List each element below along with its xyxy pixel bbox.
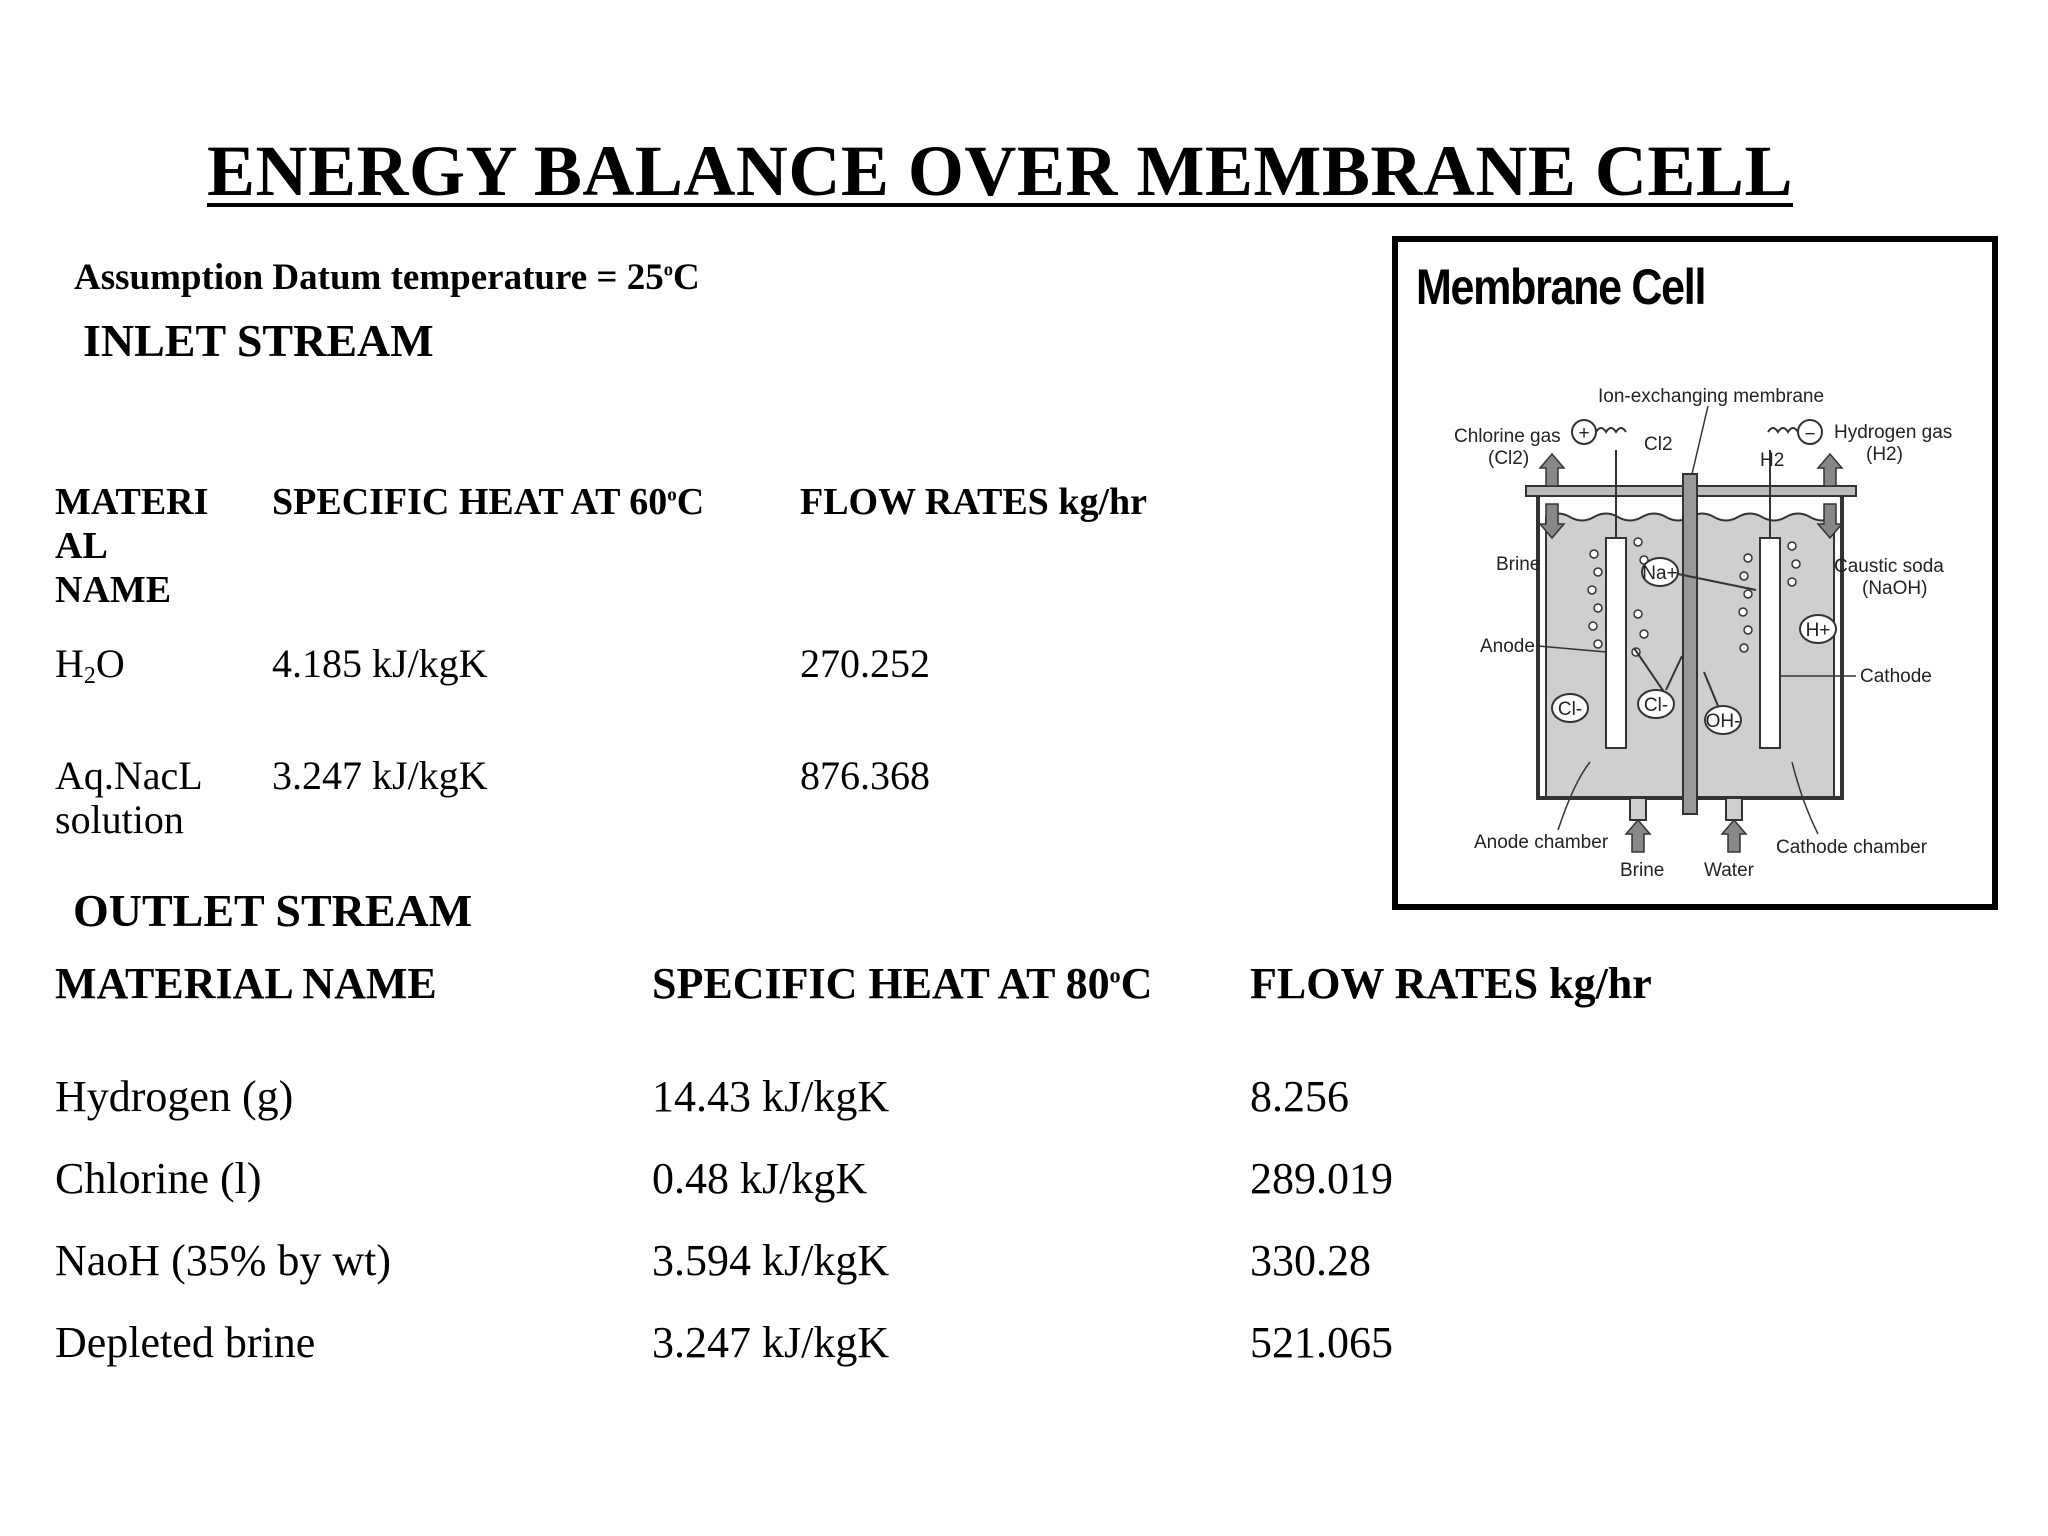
outlet-row-3-specific-heat: 3.594 kJ/kgK	[652, 1236, 890, 1285]
inlet-row-2-flow: 876.368	[800, 753, 930, 798]
h-ion-label: H+	[1805, 620, 1831, 641]
membrane	[1683, 474, 1697, 814]
anode-coil	[1596, 428, 1626, 432]
page-title: ENERGY BALANCE OVER MEMBRANE CELL	[207, 131, 1793, 211]
h2-label: H2	[1760, 450, 1785, 471]
outlet-row-3-material: NaoH (35% by wt)	[55, 1236, 392, 1285]
hydrogen-formula-label: (H2)	[1866, 444, 1903, 465]
outlet-header-specific-heat: SPECIFIC HEAT AT 80$^o$C	[652, 959, 1153, 1008]
plus-sign: +	[1578, 423, 1590, 444]
figure-title: Membrane Cell	[1416, 259, 1706, 315]
cathode-chamber-label: Cathode chamber	[1776, 837, 1928, 858]
inlet-header-specific-heat: SPECIFIC HEAT AT 60$^o$C	[272, 481, 705, 523]
water-in-arrow	[1722, 820, 1746, 852]
caustic-formula-label: (NaOH)	[1862, 578, 1928, 599]
inlet-row-2-specific-heat: 3.247 kJ/kgK	[272, 753, 488, 798]
chlorine-gas-arrow	[1540, 454, 1564, 486]
assumption-text: Assumption Datum temperature = $25^oC$	[74, 257, 700, 298]
outlet-row-1-specific-heat: 14.43 kJ/kgK	[652, 1072, 890, 1121]
outlet-header-flow: FLOW RATES kg/hr	[1250, 959, 1652, 1008]
oh-ion-label: OH-	[1705, 711, 1741, 732]
outlet-row-4-material: Depleted brine	[55, 1318, 316, 1367]
brine-out-label: Brine	[1496, 554, 1541, 575]
outlet-stream-heading: OUTLET STREAM	[73, 885, 473, 936]
outlet-row-1-flow: 8.256	[1250, 1072, 1349, 1121]
hydrogen-gas-arrow	[1818, 454, 1842, 486]
inlet-row-2-material: Aq.NacL solution	[55, 753, 202, 842]
water-in-label: Water	[1704, 860, 1754, 881]
cathode-coil	[1768, 428, 1798, 432]
outlet-row-4-flow: 521.065	[1250, 1318, 1393, 1367]
inlet-header-material: MATERI AL NAME	[55, 481, 209, 611]
anode-electrode	[1606, 538, 1626, 748]
brine-in-arrow	[1626, 820, 1650, 852]
outlet-header-material: MATERIAL NAME	[55, 959, 437, 1008]
cl2-label: Cl2	[1644, 434, 1673, 455]
outlet-row-4-specific-heat: 3.247 kJ/kgK	[652, 1318, 890, 1367]
membrane-leader	[1692, 406, 1708, 474]
brine-inlet-pipe	[1630, 798, 1646, 820]
chlorine-gas-label: Chlorine gas	[1454, 426, 1561, 447]
outlet-row-2-specific-heat: 0.48 kJ/kgK	[652, 1154, 868, 1203]
water-inlet-pipe	[1726, 798, 1742, 820]
cathode-electrode	[1760, 538, 1780, 748]
membrane-cell-figure	[1392, 236, 1998, 910]
cl-ion-2-label: Cl-	[1643, 695, 1669, 716]
hydrogen-gas-label: Hydrogen gas	[1834, 422, 1953, 443]
caustic-label: Caustic soda	[1834, 556, 1944, 577]
outlet-row-3-flow: 330.28	[1250, 1236, 1371, 1285]
chlorine-formula-label: (Cl2)	[1488, 448, 1530, 469]
anode-label: Anode	[1480, 636, 1535, 657]
cl-ion-1-label: Cl-	[1557, 699, 1583, 720]
outlet-row-2-material: Chlorine (l)	[55, 1154, 262, 1203]
cathode-label: Cathode	[1860, 666, 1932, 687]
membrane-cell-diagram	[1398, 242, 1992, 904]
inlet-row-1-flow: 270.252	[800, 641, 930, 686]
minus-sign: −	[1804, 424, 1816, 445]
brine-in-label: Brine	[1620, 860, 1665, 881]
inlet-row-1-material: $H_2O$	[55, 641, 125, 689]
membrane-label: Ion-exchanging membrane	[1598, 386, 1825, 407]
anode-chamber-label: Anode chamber	[1474, 832, 1609, 853]
outlet-row-1-material: Hydrogen (g)	[55, 1072, 294, 1121]
outlet-row-2-flow: 289.019	[1250, 1154, 1393, 1203]
na-ion-label: Na+	[1642, 563, 1678, 584]
inlet-stream-heading: INLET STREAM	[83, 315, 434, 366]
inlet-row-1-specific-heat: 4.185 kJ/kgK	[272, 641, 488, 686]
inlet-header-flow: FLOW RATES kg/hr	[800, 481, 1148, 523]
